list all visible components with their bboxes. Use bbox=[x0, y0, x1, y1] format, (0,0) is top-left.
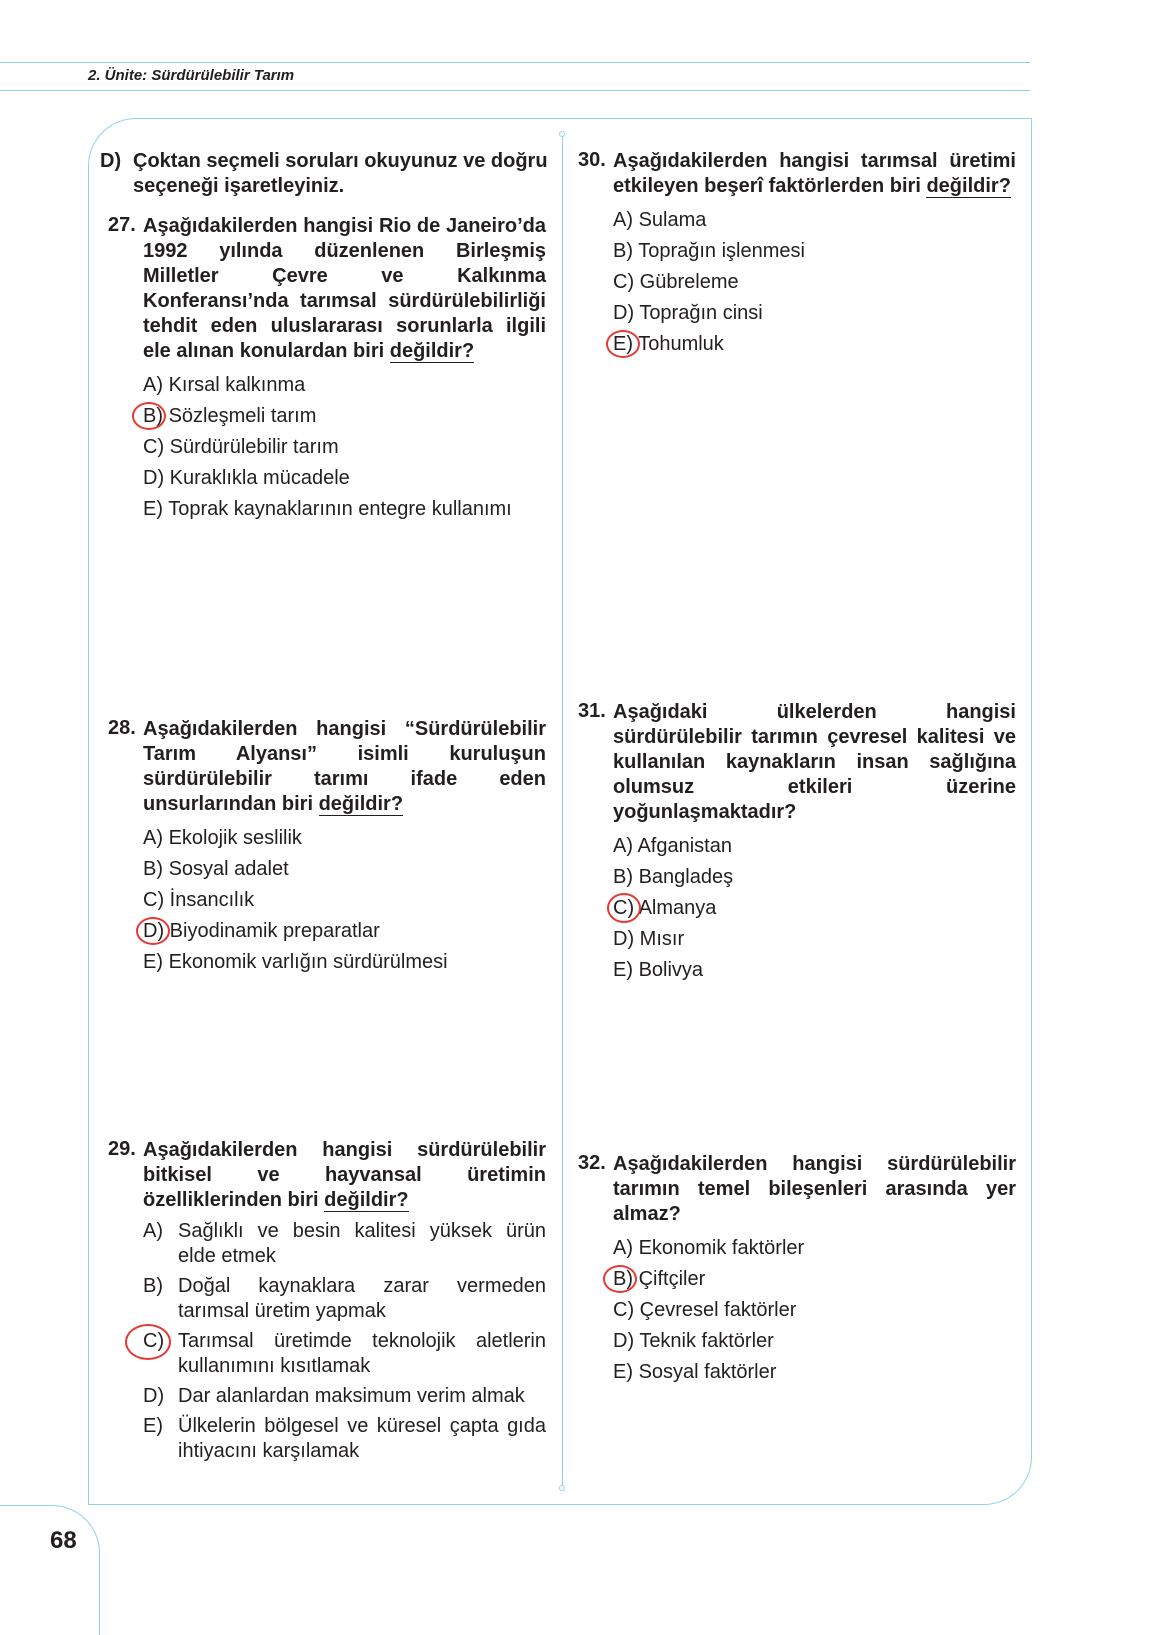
option-e[interactable] bbox=[613, 955, 1016, 986]
option-a[interactable] bbox=[613, 831, 1016, 862]
option-text: Bangladeş bbox=[638, 866, 734, 888]
option-text: Teknik faktörler bbox=[639, 1330, 774, 1352]
page-number-tab bbox=[0, 1505, 100, 1635]
stem-text: Aşağıdakilerden hangisi sürdürülebilir bitkisel ve hayvansal üretimin özelliklerinden biri bbox=[143, 1139, 546, 1211]
option-a[interactable] bbox=[143, 370, 546, 401]
header-rule-bottom bbox=[0, 90, 1030, 91]
option-text: Tohumluk bbox=[638, 333, 724, 355]
stem-text: Aşağıdakilerden hangisi “Sürdürülebilir Tarım Alyansı” isimli kuruluşun sürdürülebilir tarımı ifade eden unsurlarından biri bbox=[143, 718, 546, 815]
options-list bbox=[143, 370, 546, 525]
option-a[interactable] bbox=[613, 205, 1016, 236]
option-d[interactable] bbox=[613, 298, 1016, 329]
option-key: C) bbox=[143, 889, 165, 911]
option-key: A) bbox=[613, 1237, 633, 1259]
option-text: Kırsal kalkınma bbox=[168, 374, 306, 396]
options-list bbox=[613, 1233, 1016, 1388]
unit-title: 2. Ünite: Sürdürülebilir Tarım bbox=[88, 67, 295, 84]
option-key: B) bbox=[613, 240, 633, 262]
stem-text: Aşağıdakilerden hangisi Rio de Janeiro’da 1992 yılında düzenlenen Birleşmiş Milletler Çevre ve Kalkınma Konferansı’nda tarımsal sürdürülebilirliği tehdit eden uluslararası sorunlarla ilgili ele alınan konulardan biri bbox=[143, 215, 546, 362]
option-key: A) bbox=[143, 827, 163, 849]
option-text: Biyodinamik preparatlar bbox=[169, 920, 380, 942]
option-e[interactable] bbox=[143, 1414, 546, 1464]
question-stem bbox=[613, 149, 1016, 199]
negation-word: değildir? bbox=[324, 1189, 409, 1211]
option-text: Toprağın cinsi bbox=[639, 302, 763, 324]
options-list bbox=[143, 823, 546, 978]
stem-text: Aşağıdakilerden hangisi tarımsal üretimi etkileyen beşerî faktörlerden biri bbox=[613, 150, 1016, 197]
option-text: Bolivya bbox=[638, 959, 704, 981]
instruction-label: D) bbox=[100, 150, 122, 172]
option-key: E) bbox=[613, 1361, 633, 1383]
option-e[interactable] bbox=[613, 1357, 1016, 1388]
option-key: E) bbox=[143, 951, 163, 973]
option-e[interactable] bbox=[143, 494, 546, 525]
option-d[interactable] bbox=[613, 1326, 1016, 1357]
option-text: Doğal kaynaklara zarar vermeden tarımsal üretim yapmak bbox=[178, 1275, 546, 1322]
option-text: Sosyal adalet bbox=[168, 858, 289, 880]
option-c[interactable] bbox=[613, 893, 1016, 924]
option-key: A) bbox=[143, 1220, 163, 1242]
option-key: D) bbox=[613, 1330, 635, 1352]
option-text: Sürdürülebilir tarım bbox=[169, 436, 339, 458]
option-text: Sulama bbox=[638, 209, 707, 231]
option-key: D) bbox=[613, 928, 635, 950]
option-b[interactable] bbox=[143, 1274, 546, 1324]
option-c[interactable] bbox=[143, 1329, 546, 1379]
option-d[interactable] bbox=[143, 1384, 546, 1409]
option-text: Sosyal faktörler bbox=[638, 1361, 777, 1383]
option-text: Toprak kaynaklarının entegre kullanımı bbox=[168, 498, 512, 520]
option-text: Ekonomik faktörler bbox=[638, 1237, 805, 1259]
instruction bbox=[100, 149, 548, 199]
question-30 bbox=[578, 149, 1016, 360]
option-c[interactable] bbox=[613, 1295, 1016, 1326]
option-key: E) bbox=[613, 333, 633, 355]
option-text: Kuraklıkla mücadele bbox=[169, 467, 350, 489]
option-key: A) bbox=[613, 209, 633, 231]
option-key: C) bbox=[143, 436, 165, 458]
options-list bbox=[613, 205, 1016, 360]
option-c[interactable] bbox=[613, 267, 1016, 298]
negation-word: değildir? bbox=[318, 793, 404, 815]
question-32 bbox=[578, 1152, 1016, 1388]
option-d[interactable] bbox=[613, 924, 1016, 955]
question-stem bbox=[143, 1138, 546, 1213]
option-text: Ekonomik varlığın sürdürülmesi bbox=[168, 951, 448, 973]
option-text: Dar alanlardan maksimum verim almak bbox=[178, 1385, 525, 1407]
option-b[interactable] bbox=[143, 401, 546, 432]
option-text: Ekolojik seslilik bbox=[168, 827, 302, 849]
page-number: 68 bbox=[50, 1527, 77, 1554]
option-text: Afganistan bbox=[637, 835, 732, 857]
option-key: A) bbox=[143, 374, 163, 396]
option-text: Çiftçiler bbox=[638, 1268, 706, 1290]
option-a[interactable] bbox=[143, 823, 546, 854]
option-b[interactable] bbox=[143, 854, 546, 885]
question-number: 29. bbox=[108, 1138, 136, 1160]
option-text: Ülkelerin bölgesel ve küresel çapta gıda ihtiyacını karşılamak bbox=[178, 1415, 546, 1462]
option-text: Toprağın işlenmesi bbox=[638, 240, 805, 262]
option-key: B) bbox=[143, 858, 163, 880]
question-stem bbox=[613, 700, 1016, 825]
question-stem bbox=[613, 1152, 1016, 1227]
option-key: D) bbox=[143, 1385, 165, 1407]
option-key: E) bbox=[143, 1415, 163, 1437]
option-e[interactable] bbox=[613, 329, 1016, 360]
column-divider bbox=[562, 134, 563, 1488]
option-key: C) bbox=[613, 897, 635, 919]
divider-top-dot bbox=[559, 131, 565, 137]
option-b[interactable] bbox=[613, 862, 1016, 893]
negation-word: değildir? bbox=[926, 175, 1011, 197]
option-key: B) bbox=[613, 1268, 633, 1290]
option-text: Sağlıklı ve besin kalitesi yüksek ürün elde etmek bbox=[178, 1220, 546, 1267]
option-key: D) bbox=[613, 302, 635, 324]
option-key: D) bbox=[143, 467, 165, 489]
option-d[interactable] bbox=[143, 463, 546, 494]
option-text: İnsancılık bbox=[169, 889, 255, 911]
question-number: 28. bbox=[108, 717, 136, 739]
option-key: D) bbox=[143, 920, 165, 942]
option-text: Gübreleme bbox=[639, 271, 739, 293]
question-stem bbox=[143, 214, 546, 364]
option-text: Almanya bbox=[638, 897, 717, 919]
option-b[interactable] bbox=[613, 236, 1016, 267]
question-29 bbox=[108, 1138, 546, 1469]
divider-bottom-dot bbox=[559, 1485, 565, 1491]
question-number: 27. bbox=[108, 214, 136, 236]
option-key: C) bbox=[143, 1330, 165, 1352]
question-31 bbox=[578, 700, 1016, 986]
options-list bbox=[613, 831, 1016, 986]
option-e[interactable] bbox=[143, 947, 546, 978]
option-b[interactable] bbox=[613, 1264, 1016, 1295]
option-text: Tarımsal üretimde teknolojik aletlerin kullanımını kısıtlamak bbox=[178, 1330, 546, 1377]
option-a[interactable] bbox=[613, 1233, 1016, 1264]
negation-word: değildir? bbox=[389, 340, 475, 362]
option-d[interactable] bbox=[143, 916, 546, 947]
option-text: Çevresel faktörler bbox=[639, 1299, 797, 1321]
question-27 bbox=[108, 214, 546, 525]
option-key: A) bbox=[613, 835, 633, 857]
instruction-text: Çoktan seçmeli soruları okuyunuz ve doğru seçeneği işaretleyiniz. bbox=[133, 150, 548, 197]
option-key: E) bbox=[613, 959, 633, 981]
question-28 bbox=[108, 717, 546, 978]
option-a[interactable] bbox=[143, 1219, 546, 1269]
options-list bbox=[143, 1219, 546, 1464]
option-text: Sözleşmeli tarım bbox=[168, 405, 317, 427]
stem-text: Aşağıdakilerden hangisi sürdürülebilir tarımın temel bileşenleri arasında yer almaz? bbox=[613, 1153, 1016, 1225]
option-key: C) bbox=[613, 271, 635, 293]
question-number: 32. bbox=[578, 1152, 606, 1174]
question-stem bbox=[143, 717, 546, 817]
option-c[interactable] bbox=[143, 432, 546, 463]
option-key: B) bbox=[143, 1275, 163, 1297]
question-number: 31. bbox=[578, 700, 606, 722]
stem-text: Aşağıdaki ülkelerden hangisi sürdürülebilir tarımın çevresel kalitesi ve kullanılan kaynakların insan sağlığına olumsuz etkileri üzerine yoğunlaşmaktadır? bbox=[613, 701, 1016, 823]
option-c[interactable] bbox=[143, 885, 546, 916]
option-text: Mısır bbox=[639, 928, 685, 950]
option-key: B) bbox=[143, 405, 163, 427]
question-number: 30. bbox=[578, 149, 606, 171]
option-key: C) bbox=[613, 1299, 635, 1321]
option-key: E) bbox=[143, 498, 163, 520]
option-key: B) bbox=[613, 866, 633, 888]
header-rule-top bbox=[0, 62, 1030, 63]
